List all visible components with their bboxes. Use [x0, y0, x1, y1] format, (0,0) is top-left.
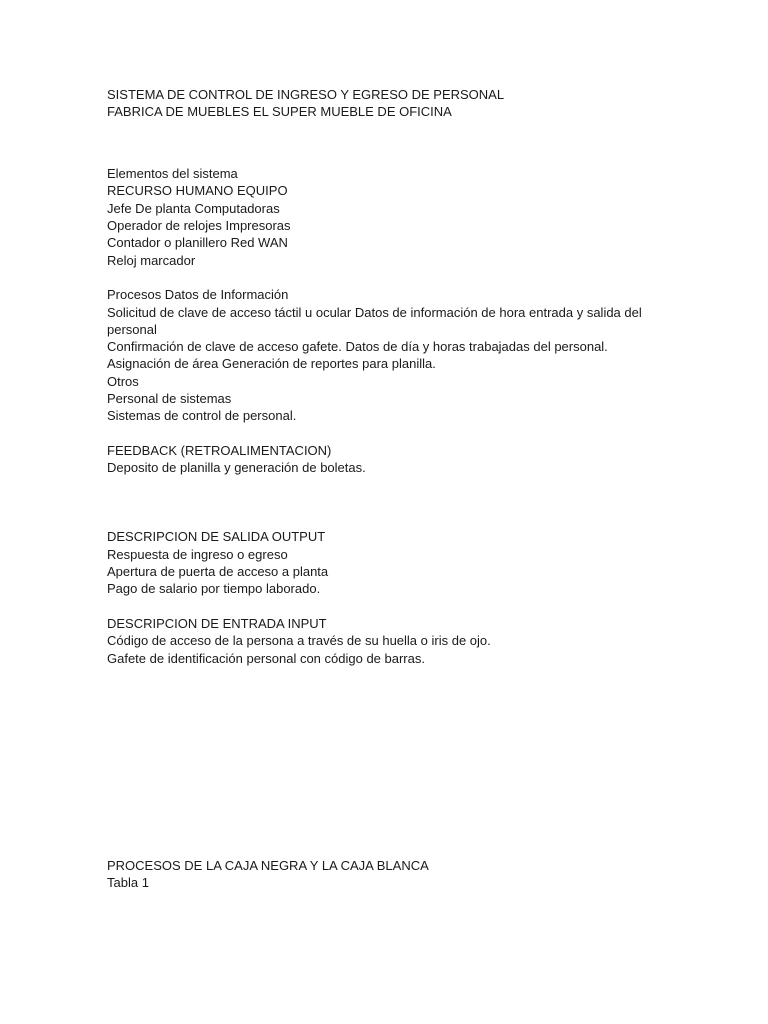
list-item: Personal de sistemas — [107, 391, 232, 407]
list-item: Otros — [107, 373, 139, 389]
section-subheading: RECURSO HUMANO EQUIPO — [107, 183, 288, 199]
section-elements — [107, 165, 667, 269]
list-item: Pago de salario por tiempo laborado. — [107, 581, 321, 597]
list-item: Reloj marcador — [107, 252, 196, 268]
list-item: Operador de relojes Impresoras — [107, 218, 291, 234]
list-item: Confirmación de clave de acceso gafete. Datos de día y horas trabajadas del personal. — [107, 339, 608, 355]
section-heading: Elementos del sistema — [107, 166, 238, 182]
section-heading: DESCRIPCION DE SALIDA OUTPUT — [107, 529, 326, 545]
section-heading: DESCRIPCION DE ENTRADA INPUT — [107, 615, 327, 631]
list-item: Código de acceso de la persona a través de su huella o iris de ojo. — [107, 633, 491, 649]
list-item: Jefe De planta Computadoras — [107, 200, 280, 216]
list-item: Apertura de puerta de acceso a planta — [107, 564, 329, 580]
document-title-line-1: SISTEMA DE CONTROL DE INGRESO Y EGRESO DE PERSONAL — [107, 87, 505, 102]
document-page — [107, 86, 667, 891]
section-heading: PROCESOS DE LA CAJA NEGRA Y LA CAJA BLANCA — [107, 857, 429, 873]
section-output — [107, 528, 667, 597]
section-processes — [107, 286, 667, 424]
list-item: Gafete de identificación personal con código de barras. — [107, 650, 425, 666]
list-item: Contador o planillero Red WAN — [107, 235, 288, 251]
document-title-line-2: FABRICA DE MUEBLES EL SUPER MUEBLE DE OFICINA — [107, 104, 452, 120]
list-item: Solicitud de clave de acceso táctil u ocular Datos de información de hora entrada y salida del personal — [107, 304, 642, 337]
table-label: Tabla 1 — [107, 875, 149, 891]
section-boxes — [107, 857, 667, 892]
list-item: Sistemas de control de personal. — [107, 408, 297, 424]
section-heading: FEEDBACK (RETROALIMENTACION) — [107, 442, 332, 458]
list-item: Deposito de planilla y generación de boletas. — [107, 460, 366, 476]
section-heading: Procesos Datos de Información — [107, 287, 289, 303]
section-input — [107, 615, 667, 667]
list-item: Asignación de área Generación de reportes para planilla. — [107, 356, 436, 372]
list-item: Respuesta de ingreso o egreso — [107, 546, 288, 562]
section-feedback — [107, 442, 667, 477]
